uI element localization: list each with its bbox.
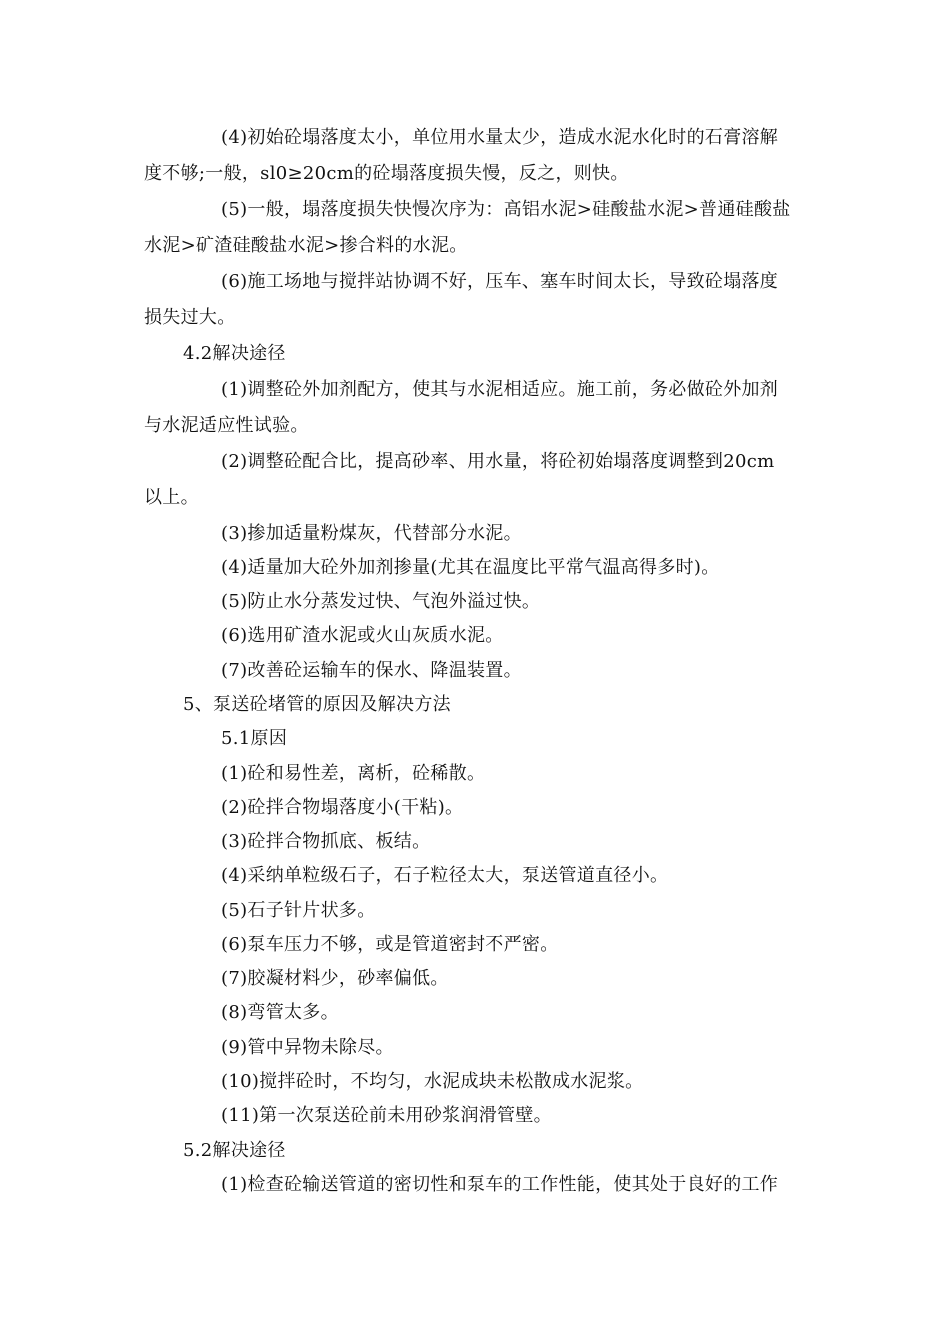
list-item: (2)砼拌合物塌落度小(干粘)。 [221,797,464,818]
list-item: (5)石子针片状多。 [221,900,376,921]
list-item: (10)搅拌砼时，不均匀，水泥成块未松散成水泥浆。 [221,1071,644,1092]
section-heading: 5、泵送砼堵管的原因及解决方法 [183,694,451,715]
paragraph-line: (7)改善砼运输车的保水、降温装置。 [221,660,522,681]
paragraph-line: (3)掺加适量粉煤灰，代替部分水泥。 [221,523,522,544]
paragraph-line: (1)检查砼输送管道的密切性和泵车的工作性能，使其处于良好的工作 [221,1174,779,1195]
list-item: (7)胶凝材料少，砂率偏低。 [221,968,449,989]
list-item: (1)砼和易性差，离析，砼稀散。 [221,763,486,784]
list-item: (4)采纳单粒级石子，石子粒径太大，泵送管道直径小。 [221,865,669,886]
paragraph-line: (6)选用矿渣水泥或火山灰质水泥。 [221,625,504,646]
section-heading: 5.1原因 [221,728,288,749]
paragraph-line: (6)施工场地与搅拌站协调不好，压车、塞车时间太长，导致砼塌落度 [221,271,779,292]
section-heading: 4.2解决途径 [183,343,286,364]
paragraph-line: 损失过大。 [144,307,236,328]
paragraph-line: (5)防止水分蒸发过快、气泡外溢过快。 [221,591,541,612]
paragraph-line: 度不够;一般，sl0≥20cm的砼塌落度损失慢，反之，则快。 [144,163,629,184]
list-item: (3)砼拌合物抓底、板结。 [221,831,431,852]
paragraph-line: 水泥>矿渣硅酸盐水泥>掺合料的水泥。 [144,235,468,256]
paragraph-line: (2)调整砼配合比，提高砂率、用水量，将砼初始塌落度调整到20cm [221,451,775,472]
paragraph-line: (4)初始砼塌落度太小，单位用水量太少，造成水泥水化时的石膏溶解 [221,127,779,148]
paragraph-line: (5)一般，塌落度损失快慢次序为：高铝水泥>硅酸盐水泥>普通硅酸盐 [221,199,791,220]
list-item: (8)弯管太多。 [221,1002,339,1023]
paragraph-line: (1)调整砼外加剂配方，使其与水泥相适应。施工前，务必做砼外加剂 [221,379,779,400]
paragraph-line: 以上。 [144,487,199,508]
section-heading: 5.2解决途径 [183,1140,286,1161]
paragraph-line: 与水泥适应性试验。 [144,415,309,436]
list-item: (11)第一次泵送砼前未用砂浆润滑管壁。 [221,1105,552,1126]
list-item: (9)管中异物未除尽。 [221,1037,394,1058]
paragraph-line: (4)适量加大砼外加剂掺量(尤其在温度比平常气温高得多时)。 [221,557,720,578]
list-item: (6)泵车压力不够，或是管道密封不严密。 [221,934,559,955]
